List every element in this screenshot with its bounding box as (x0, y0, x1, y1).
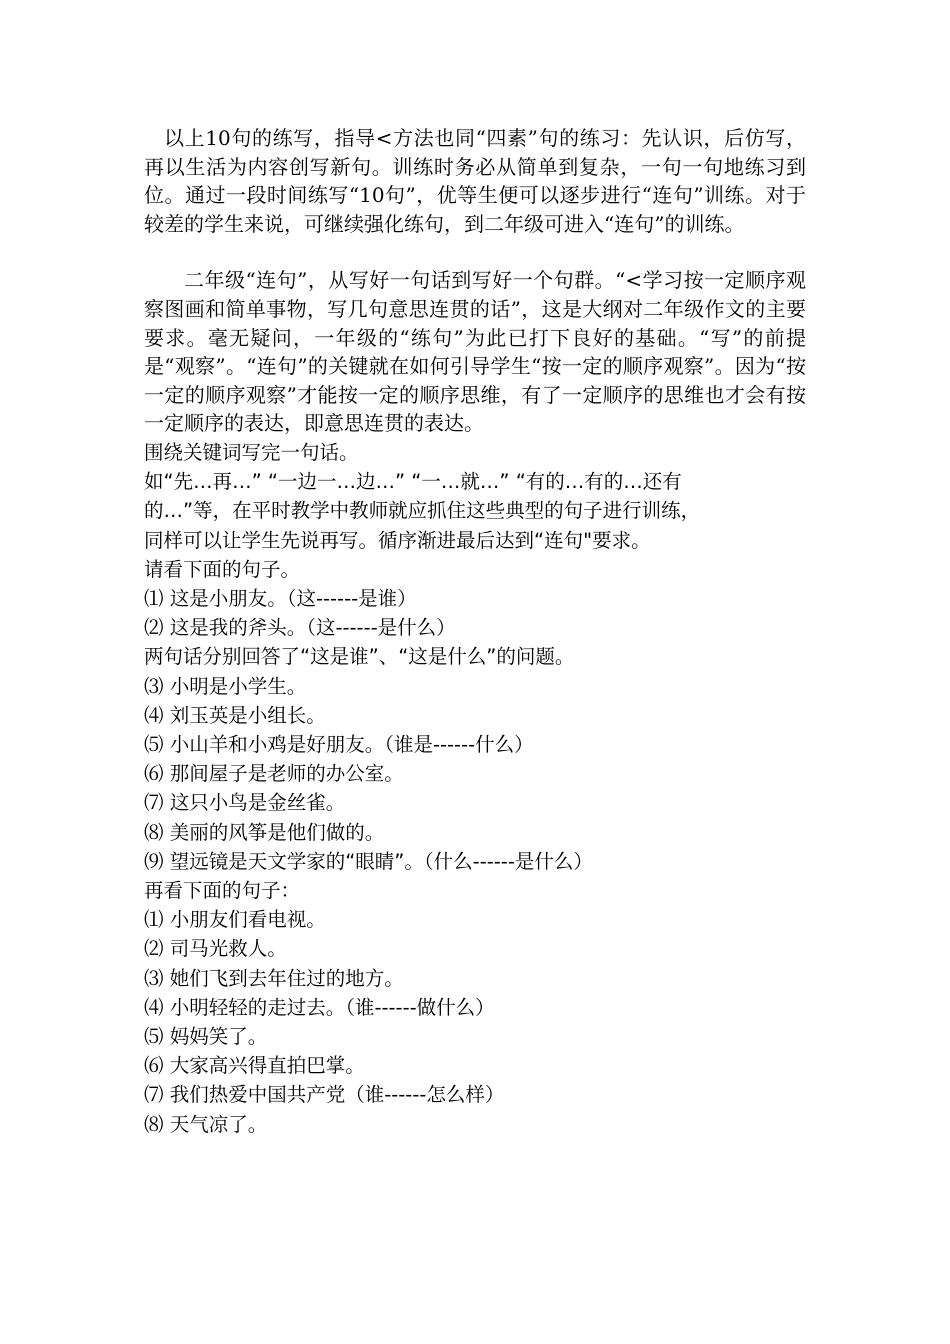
text-line: ⑵ 司马光救人。 (144, 937, 287, 961)
text-line: ⑺ 这只小鸟是金丝雀。 (144, 791, 346, 815)
text-line: ⑼ 望远镜是天文学家的“眼睛”。（什么------是什么） (144, 849, 593, 873)
text-line: 两句话分别回答了“这是谁”、“这是什么”的问题。 (144, 645, 575, 669)
text-line: ⑵ 这是我的斧头。（这------是什么） (144, 616, 456, 640)
text-line: 如“先…再…” “一边一…边…” “一…就…” “有的…有的…还有 (144, 470, 682, 494)
paragraph-1: 以上10句的练写，指导<方法也同“四素”句的练习：先认识，后仿写，再以生活为内容创写新句。训练时务必从简单到复杂，一句一句地练习到位。通过一段时间练写“10句”，优等生便可以逐步进行“连句”训练。对于较差的学生来说，可继续强化练句，到二年级可进入“连句”的训练。 (144, 126, 806, 236)
text-line: ⑺ 我们热爱中国共产党（谁------怎么样） (144, 1083, 505, 1107)
text-line: ⑶ 小明是小学生。 (144, 674, 307, 698)
text-line: 请看下面的句子。 (144, 557, 301, 581)
text-line: ⑹ 那间屋子是老师的办公室。 (144, 762, 404, 786)
text-line: ⑸ 小山羊和小鸡是好朋友。（谁是------什么） (144, 732, 534, 756)
paragraph-2: 二年级“连句”，从写好一句话到写好一个句群。“<学习按一定顺序观察图画和简单事物，写几句意思连贯的话”，这是大纲对二年级作文的主要要求。毫无疑问，一年级的“练句”为此已打下良好的基础。“写”的前提是“观察”。“连句”的关键就在如何引导学生“按一定的顺序观察”。因为“按一定的顺序观察”才能按一定的顺序思维，有了一定顺序的思维也才会有按一定顺序的表达，即意思连贯的表达。 (144, 268, 806, 436)
text-line: ⑻ 美丽的风筝是他们做的。 (144, 820, 385, 844)
text-line: ⑹ 大家高兴得直拍巴掌。 (144, 1054, 365, 1078)
text-line: 围绕关键词写完一句话。 (144, 440, 359, 464)
text-line: ⑸ 妈妈笑了。 (144, 1025, 268, 1048)
document-page (144, 124, 806, 1139)
sentence-list (144, 438, 806, 1139)
text-line: ⑴ 这是小朋友。（这------是谁） (144, 586, 417, 610)
text-line: ⑷ 刘玉英是小组长。 (144, 703, 326, 727)
text-line: 的…”等，在平时教学中教师就应抓住这些典型的句子进行训练， (144, 499, 701, 523)
text-line: ⑷ 小明轻轻的走过去。（谁------做什么） (144, 995, 495, 1019)
text-line: 同样可以让学生先说再写。循序渐进最后达到“连句"要求。 (144, 528, 651, 552)
text-line: ⑶ 她们飞到去年住过的地方。 (144, 966, 404, 990)
text-line: ⑴ 小朋友们看电视。 (144, 908, 326, 932)
text-line: ⑻ 天气凉了。 (144, 1112, 268, 1136)
text-line: 再看下面的句子： (144, 878, 301, 902)
